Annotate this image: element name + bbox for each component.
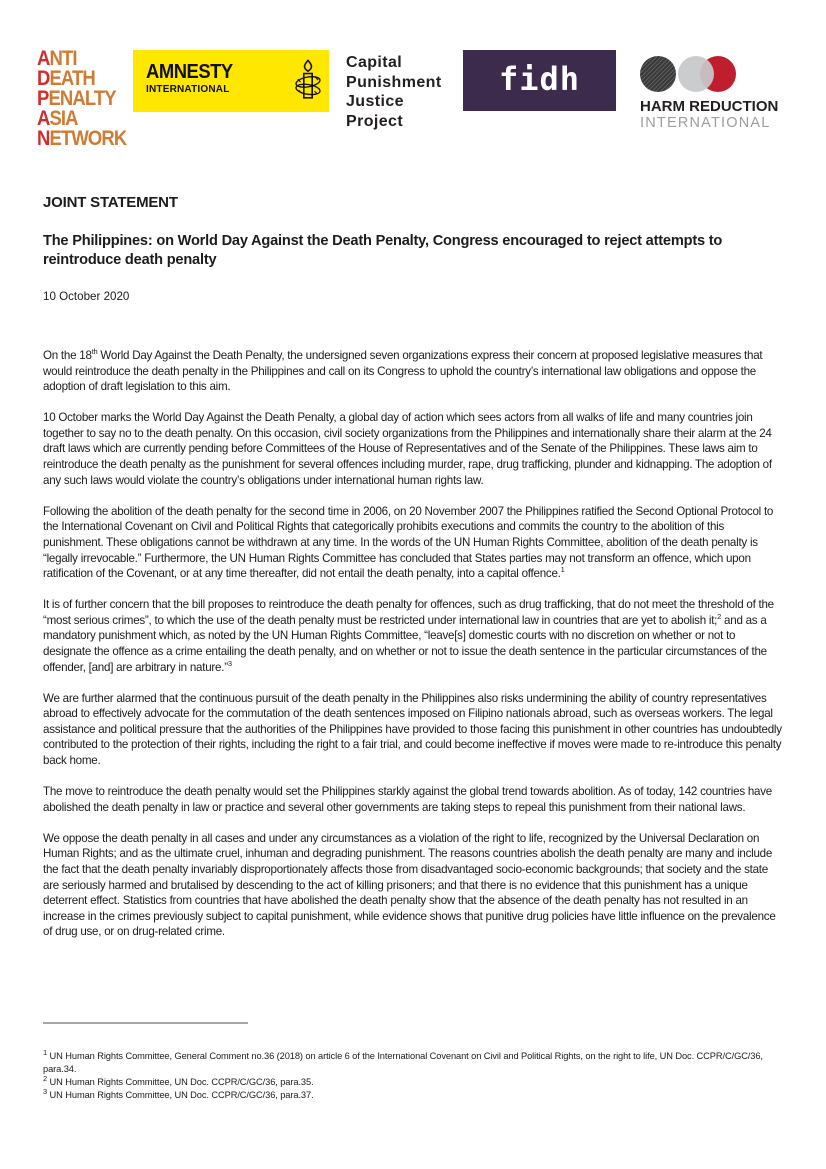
hri-dark-circle bbox=[640, 56, 676, 92]
adpan-first-letter: D bbox=[37, 67, 50, 90]
amnesty-subtitle: INTERNATIONAL bbox=[146, 84, 230, 95]
statement-kicker: JOINT STATEMENT bbox=[43, 194, 178, 211]
adpan-rest-letters: NTI bbox=[49, 47, 77, 70]
amnesty-candle-icon bbox=[294, 58, 322, 109]
adpan-logo-line bbox=[37, 49, 126, 69]
amnesty-wordmark bbox=[146, 60, 240, 96]
paragraphs bbox=[43, 348, 783, 940]
adpan-rest-letters: ETWORK bbox=[49, 127, 127, 150]
adpan-rest-letters: ENALTY bbox=[48, 87, 116, 110]
adpan-logo-line bbox=[37, 89, 126, 109]
fidh-logo bbox=[463, 50, 616, 111]
paragraph: We oppose the death penalty in all cases and under any circumstances as a violation of the right to life, recognized by the Universal Declaration on Human Rights; and as the ultimate cruel, inhuman and degrading punishment. The reasons countries abolish the death penalty are many and include the fact that the death penalty invariably disproportionately affects those from disadvantaged socio-economic backgrounds; that society and the state are seriously harmed and brutalised by descending to the act of killing prisoners; and that there is no evidence that this punishment has a unique deterrent effect. Statistics from countries that have abolished the death penalty show that the absence of the death penalty has not resulted in an increase in the crimes previously subject to capital punishment, while evidence shows that punitive drug policies have little influence on the prevalence of drug use, or on drug-related crime. bbox=[43, 831, 776, 939]
adpan-rest-letters: SIA bbox=[49, 107, 78, 130]
footnote: $^2$ UN Human Rights Committee, UN Doc. CCPR/C/GC/36, para.35. bbox=[43, 1073, 314, 1087]
adpan-first-letter: P bbox=[37, 87, 49, 110]
adpan-first-letter: N bbox=[37, 127, 50, 150]
page-title: The Philippines: on World Day Against the Death Penalty, Congress encouraged to reject attempts to reintroduce death penalty bbox=[43, 233, 723, 268]
hri-name: HARM REDUCTION bbox=[640, 98, 779, 115]
hri-circles-icon bbox=[640, 56, 740, 93]
cpjp-logo-line: Justice bbox=[346, 93, 404, 110]
paragraph: We are further alarmed that the continuous pursuit of the death penalty in the Philippines also risks undermining the ability of country representatives abroad to effectively advocate for the commutation of the death sentences imposed on Filipino nationals abroad, such as overseas workers. The legal assistance and political pressure that the authorities of the Philippines have provided to those facing this punishment in other countries has undoubtedly contributed to the protection of their rights, including the right to a fair trial, and could become ineffective if moves were made to re-introduce this penalty back home. bbox=[43, 691, 782, 768]
cpjp-logo-line: Punishment bbox=[346, 73, 442, 91]
footnote-separator bbox=[43, 1022, 248, 1024]
paragraph: 10 October marks the World Day Against the Death Penalty, a global day of action which sees actors from all walks of life and many countries join together to say no to the death penalty. On this occasion, civil society organizations from the Philippines and internationally share their alarm at the 24 draft laws which are currently pending before Committees of the House of Representatives and of the Senate of the Philippines. These laws aim to reintroduce the death penalty as the punishment for several offences including murder, rape, drug trafficking, plunder and kidnapping. The adoption of any such laws would violate the country’s obligations under international human rights law. bbox=[43, 411, 772, 487]
hri-subtitle: INTERNATIONAL bbox=[640, 115, 771, 131]
paragraph: Following the abolition of the death penalty for the second time in 2006, on 20 November 2007 the Philippines ratified the Second Optional Protocol to the International Covenant on Civil and Political Rights that categorically prohibits executions and commits the country to the abolition of this punishment. These obligations cannot be withdrawn at any time. In the words of the UN Human Rights Committee, abolition of the death penalty is “legally irrevocable.” Furthermore, the UN Human Rights Committee has concluded that States parties may not transform an offence, which upon ratification of the Covenant, or at any time thereafter, did not entail the death penalty, into a capital offence.$^1$ bbox=[43, 504, 774, 581]
amnesty-international-logo bbox=[133, 50, 329, 112]
adpan-rest-letters: EATH bbox=[49, 67, 95, 90]
footnotes-section bbox=[43, 1022, 783, 1102]
adpan-logo-line bbox=[37, 69, 126, 89]
adpan-logo bbox=[37, 49, 126, 149]
fidh-wordmark: fidh bbox=[498, 59, 581, 98]
footnote: $^1$ UN Human Rights Committee, General Comment no.36 (2018) on article 6 of the International Covenant on Civil and Political Rights, on the right to life, UN Doc. CCPR/C/GC/36, para.34. bbox=[43, 1047, 763, 1074]
adpan-first-letter: A bbox=[37, 47, 50, 70]
footnote: $^3$ UN Human Rights Committee, UN Doc. CCPR/C/GC/36, para.37. bbox=[43, 1086, 314, 1100]
amnesty-name: AMNESTY bbox=[146, 61, 233, 83]
adpan-logo-line bbox=[37, 129, 126, 149]
statement-date: 10 October 2020 bbox=[43, 290, 130, 303]
adpan-logo-line bbox=[37, 109, 126, 129]
paragraph: The move to reintroduce the death penalty would set the Philippines starkly against the global trend towards abolition. As of today, 142 countries have abolished the death penalty in law or practice and several other governments are taking steps to repeal this punishment from their national laws. bbox=[43, 785, 772, 814]
hri-gray-circle bbox=[678, 56, 714, 92]
document-body bbox=[43, 194, 783, 956]
cpjp-logo-line: Project bbox=[346, 112, 404, 130]
paragraph: On the 18th World Day Against the Death Penalty, the undersigned seven organizations express their concern at proposed legislative measures that would reintroduce the death penalty in the Philippines and call on its Congress to uphold the country’s international law obligations and oppose the adoption of draft legislation to this aim. bbox=[43, 347, 763, 394]
adpan-first-letter: A bbox=[37, 107, 50, 130]
capital-punishment-justice-project-logo bbox=[346, 53, 442, 131]
harm-reduction-international-logo bbox=[640, 56, 778, 131]
cpjp-logo-line: Capital bbox=[346, 54, 403, 71]
paragraph: It is of further concern that the bill proposes to reintroduce the death penalty for offences, such as drug trafficking, that do not meet the threshold of the “most serious crimes”, to which the use of the death penalty must be restricted under international law in countries that are yet to abolish it;$^2$ and as a mandatory punishment which, as noted by the UN Human Rights Committee, “leave[s] domestic courts with no discretion on whether or not to designate the offence as a crime entailing the death penalty, and on whether or not to issue the death sentence in the particular circumstances of the offender, [and] are arbitrary in nature.”$^3$ bbox=[43, 598, 774, 674]
footnote-list bbox=[43, 1047, 783, 1102]
